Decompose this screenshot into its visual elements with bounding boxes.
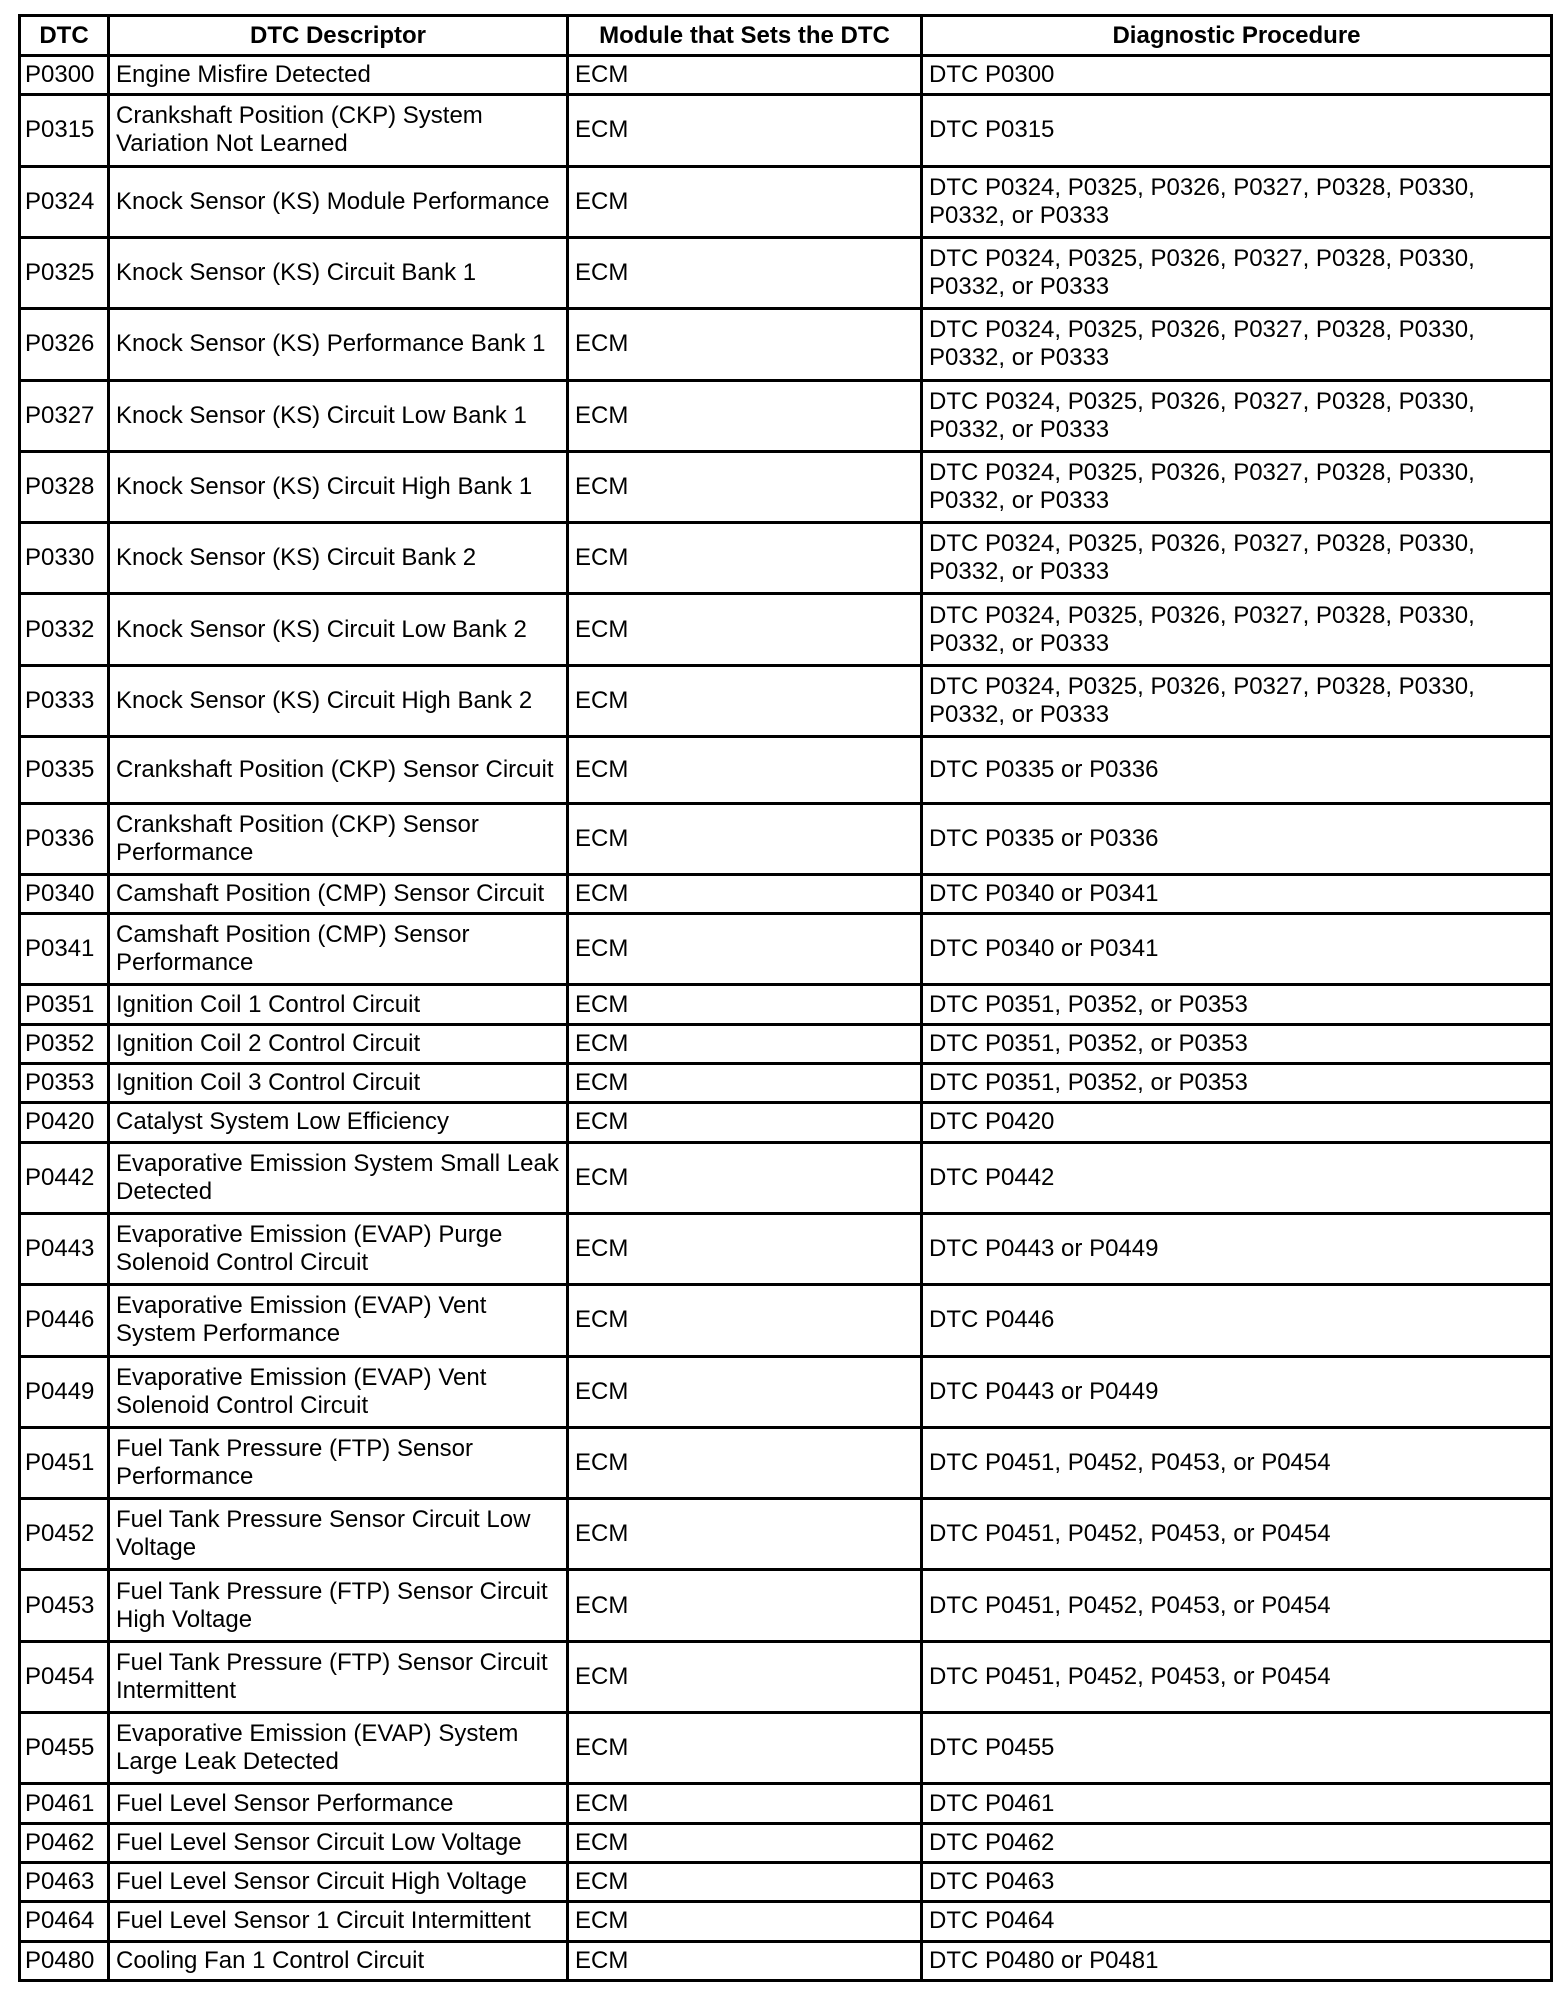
cell-dtc: P0455 xyxy=(20,1713,109,1784)
cell-descriptor: Catalyst System Low Efficiency xyxy=(109,1103,568,1142)
cell-module: ECM xyxy=(568,1902,922,1941)
cell-module: ECM xyxy=(568,1499,922,1570)
cell-dtc: P0351 xyxy=(20,985,109,1024)
cell-descriptor: Fuel Level Sensor Performance xyxy=(109,1784,568,1823)
cell-procedure: DTC P0463 xyxy=(922,1862,1552,1901)
cell-procedure: DTC P0300 xyxy=(922,56,1552,95)
table-row xyxy=(20,1213,1552,1284)
cell-dtc: P0420 xyxy=(20,1103,109,1142)
cell-module: ECM xyxy=(568,1570,922,1641)
cell-procedure: DTC P0340 or P0341 xyxy=(922,914,1552,985)
table-body xyxy=(20,56,1552,1981)
table-row xyxy=(20,914,1552,985)
cell-module: ECM xyxy=(568,451,922,522)
cell-dtc: P0353 xyxy=(20,1064,109,1103)
header-descriptor: DTC Descriptor xyxy=(109,16,568,56)
table-row xyxy=(20,523,1552,594)
cell-dtc: P0443 xyxy=(20,1213,109,1284)
cell-procedure: DTC P0462 xyxy=(922,1823,1552,1862)
cell-module: ECM xyxy=(568,1713,922,1784)
cell-procedure: DTC P0315 xyxy=(922,95,1552,166)
table-row xyxy=(20,1823,1552,1862)
cell-descriptor: Crankshaft Position (CKP) System Variation Not Learned xyxy=(109,95,568,166)
cell-module: ECM xyxy=(568,1024,922,1063)
cell-descriptor: Knock Sensor (KS) Circuit Bank 2 xyxy=(109,523,568,594)
cell-descriptor: Evaporative Emission (EVAP) Vent Solenoid Control Circuit xyxy=(109,1356,568,1427)
cell-descriptor: Engine Misfire Detected xyxy=(109,56,568,95)
cell-module: ECM xyxy=(568,1142,922,1213)
cell-procedure: DTC P0340 or P0341 xyxy=(922,874,1552,913)
cell-procedure: DTC P0324, P0325, P0326, P0327, P0328, P0330, P0332, or P0333 xyxy=(922,166,1552,237)
cell-dtc: P0462 xyxy=(20,1823,109,1862)
cell-descriptor: Evaporative Emission (EVAP) Vent System Performance xyxy=(109,1285,568,1356)
table-row xyxy=(20,95,1552,166)
cell-module: ECM xyxy=(568,1213,922,1284)
cell-procedure: DTC P0324, P0325, P0326, P0327, P0328, P0330, P0332, or P0333 xyxy=(922,380,1552,451)
cell-module: ECM xyxy=(568,95,922,166)
table-row xyxy=(20,803,1552,874)
cell-descriptor: Fuel Level Sensor Circuit High Voltage xyxy=(109,1862,568,1901)
cell-procedure: DTC P0451, P0452, P0453, or P0454 xyxy=(922,1570,1552,1641)
cell-procedure: DTC P0324, P0325, P0326, P0327, P0328, P0330, P0332, or P0333 xyxy=(922,594,1552,665)
cell-module: ECM xyxy=(568,1941,922,1980)
cell-descriptor: Evaporative Emission System Small Leak Detected xyxy=(109,1142,568,1213)
cell-module: ECM xyxy=(568,1784,922,1823)
table-row xyxy=(20,1427,1552,1498)
table-header xyxy=(20,16,1552,56)
cell-descriptor: Knock Sensor (KS) Circuit High Bank 1 xyxy=(109,451,568,522)
cell-dtc: P0464 xyxy=(20,1902,109,1941)
cell-descriptor: Crankshaft Position (CKP) Sensor Circuit xyxy=(109,737,568,803)
cell-descriptor: Knock Sensor (KS) Circuit Low Bank 2 xyxy=(109,594,568,665)
cell-descriptor: Fuel Tank Pressure (FTP) Sensor Circuit High Voltage xyxy=(109,1570,568,1641)
cell-procedure: DTC P0451, P0452, P0453, or P0454 xyxy=(922,1641,1552,1712)
cell-descriptor: Fuel Tank Pressure (FTP) Sensor Circuit Intermittent xyxy=(109,1641,568,1712)
cell-descriptor: Fuel Level Sensor 1 Circuit Intermittent xyxy=(109,1902,568,1941)
table-row xyxy=(20,1902,1552,1941)
cell-descriptor: Evaporative Emission (EVAP) Purge Solenoid Control Circuit xyxy=(109,1213,568,1284)
cell-procedure: DTC P0335 or P0336 xyxy=(922,737,1552,803)
cell-dtc: P0315 xyxy=(20,95,109,166)
cell-module: ECM xyxy=(568,737,922,803)
cell-module: ECM xyxy=(568,1823,922,1862)
cell-dtc: P0336 xyxy=(20,803,109,874)
header-row xyxy=(20,16,1552,56)
header-module: Module that Sets the DTC xyxy=(568,16,922,56)
cell-module: ECM xyxy=(568,1103,922,1142)
cell-dtc: P0332 xyxy=(20,594,109,665)
cell-module: ECM xyxy=(568,1285,922,1356)
cell-procedure: DTC P0351, P0352, or P0353 xyxy=(922,985,1552,1024)
cell-descriptor: Knock Sensor (KS) Module Performance xyxy=(109,166,568,237)
cell-dtc: P0449 xyxy=(20,1356,109,1427)
cell-module: ECM xyxy=(568,874,922,913)
cell-procedure: DTC P0324, P0325, P0326, P0327, P0328, P0330, P0332, or P0333 xyxy=(922,665,1552,736)
cell-procedure: DTC P0443 or P0449 xyxy=(922,1213,1552,1284)
table-row xyxy=(20,665,1552,736)
table-row xyxy=(20,1499,1552,1570)
cell-descriptor: Evaporative Emission (EVAP) System Large Leak Detected xyxy=(109,1713,568,1784)
table-row xyxy=(20,1641,1552,1712)
cell-procedure: DTC P0324, P0325, P0326, P0327, P0328, P0330, P0332, or P0333 xyxy=(922,523,1552,594)
table-row xyxy=(20,166,1552,237)
cell-descriptor: Fuel Tank Pressure (FTP) Sensor Performance xyxy=(109,1427,568,1498)
cell-module: ECM xyxy=(568,1427,922,1498)
cell-procedure: DTC P0451, P0452, P0453, or P0454 xyxy=(922,1499,1552,1570)
table-row xyxy=(20,1570,1552,1641)
cell-dtc: P0330 xyxy=(20,523,109,594)
table-row xyxy=(20,1285,1552,1356)
cell-dtc: P0446 xyxy=(20,1285,109,1356)
cell-dtc: P0325 xyxy=(20,237,109,308)
header-dtc: DTC xyxy=(20,16,109,56)
table-row xyxy=(20,1356,1552,1427)
cell-module: ECM xyxy=(568,380,922,451)
cell-dtc: P0340 xyxy=(20,874,109,913)
cell-module: ECM xyxy=(568,56,922,95)
cell-procedure: DTC P0324, P0325, P0326, P0327, P0328, P0330, P0332, or P0333 xyxy=(922,451,1552,522)
cell-descriptor: Camshaft Position (CMP) Sensor Performance xyxy=(109,914,568,985)
cell-dtc: P0341 xyxy=(20,914,109,985)
cell-dtc: P0454 xyxy=(20,1641,109,1712)
cell-descriptor: Fuel Level Sensor Circuit Low Voltage xyxy=(109,1823,568,1862)
table-row xyxy=(20,1064,1552,1103)
dtc-table xyxy=(18,14,1553,1982)
cell-descriptor: Knock Sensor (KS) Circuit High Bank 2 xyxy=(109,665,568,736)
table-row xyxy=(20,309,1552,380)
cell-dtc: P0328 xyxy=(20,451,109,522)
cell-descriptor: Ignition Coil 3 Control Circuit xyxy=(109,1064,568,1103)
cell-descriptor: Camshaft Position (CMP) Sensor Circuit xyxy=(109,874,568,913)
table-row xyxy=(20,1941,1552,1980)
table-row xyxy=(20,237,1552,308)
cell-module: ECM xyxy=(568,1064,922,1103)
cell-module: ECM xyxy=(568,803,922,874)
cell-procedure: DTC P0351, P0352, or P0353 xyxy=(922,1064,1552,1103)
cell-procedure: DTC P0442 xyxy=(922,1142,1552,1213)
cell-procedure: DTC P0324, P0325, P0326, P0327, P0328, P0330, P0332, or P0333 xyxy=(922,237,1552,308)
cell-procedure: DTC P0480 or P0481 xyxy=(922,1941,1552,1980)
header-procedure: Diagnostic Procedure xyxy=(922,16,1552,56)
table-row xyxy=(20,737,1552,803)
table-row xyxy=(20,594,1552,665)
cell-dtc: P0335 xyxy=(20,737,109,803)
table-row xyxy=(20,380,1552,451)
cell-dtc: P0461 xyxy=(20,1784,109,1823)
cell-module: ECM xyxy=(568,985,922,1024)
table-row xyxy=(20,1713,1552,1784)
cell-dtc: P0326 xyxy=(20,309,109,380)
table-row xyxy=(20,985,1552,1024)
cell-module: ECM xyxy=(568,237,922,308)
cell-module: ECM xyxy=(568,594,922,665)
cell-module: ECM xyxy=(568,1862,922,1901)
cell-dtc: P0324 xyxy=(20,166,109,237)
table-row xyxy=(20,1862,1552,1901)
cell-descriptor: Knock Sensor (KS) Performance Bank 1 xyxy=(109,309,568,380)
cell-descriptor: Ignition Coil 1 Control Circuit xyxy=(109,985,568,1024)
cell-module: ECM xyxy=(568,309,922,380)
cell-dtc: P0463 xyxy=(20,1862,109,1901)
cell-descriptor: Cooling Fan 1 Control Circuit xyxy=(109,1941,568,1980)
cell-procedure: DTC P0335 or P0336 xyxy=(922,803,1552,874)
cell-dtc: P0480 xyxy=(20,1941,109,1980)
cell-procedure: DTC P0455 xyxy=(922,1713,1552,1784)
cell-dtc: P0333 xyxy=(20,665,109,736)
table-row xyxy=(20,1142,1552,1213)
cell-procedure: DTC P0451, P0452, P0453, or P0454 xyxy=(922,1427,1552,1498)
cell-descriptor: Ignition Coil 2 Control Circuit xyxy=(109,1024,568,1063)
table-row xyxy=(20,1103,1552,1142)
cell-procedure: DTC P0324, P0325, P0326, P0327, P0328, P0330, P0332, or P0333 xyxy=(922,309,1552,380)
cell-descriptor: Knock Sensor (KS) Circuit Bank 1 xyxy=(109,237,568,308)
cell-module: ECM xyxy=(568,1641,922,1712)
table-row xyxy=(20,1784,1552,1823)
cell-dtc: P0451 xyxy=(20,1427,109,1498)
cell-procedure: DTC P0464 xyxy=(922,1902,1552,1941)
table-row xyxy=(20,451,1552,522)
table-row xyxy=(20,874,1552,913)
cell-procedure: DTC P0420 xyxy=(922,1103,1552,1142)
table-row xyxy=(20,56,1552,95)
cell-module: ECM xyxy=(568,166,922,237)
cell-procedure: DTC P0443 or P0449 xyxy=(922,1356,1552,1427)
cell-dtc: P0452 xyxy=(20,1499,109,1570)
cell-dtc: P0352 xyxy=(20,1024,109,1063)
cell-module: ECM xyxy=(568,665,922,736)
cell-module: ECM xyxy=(568,914,922,985)
cell-procedure: DTC P0351, P0352, or P0353 xyxy=(922,1024,1552,1063)
cell-dtc: P0453 xyxy=(20,1570,109,1641)
cell-module: ECM xyxy=(568,523,922,594)
cell-dtc: P0327 xyxy=(20,380,109,451)
cell-descriptor: Knock Sensor (KS) Circuit Low Bank 1 xyxy=(109,380,568,451)
cell-dtc: P0442 xyxy=(20,1142,109,1213)
cell-dtc: P0300 xyxy=(20,56,109,95)
cell-procedure: DTC P0461 xyxy=(922,1784,1552,1823)
cell-descriptor: Fuel Tank Pressure Sensor Circuit Low Voltage xyxy=(109,1499,568,1570)
cell-procedure: DTC P0446 xyxy=(922,1285,1552,1356)
table-row xyxy=(20,1024,1552,1063)
cell-descriptor: Crankshaft Position (CKP) Sensor Performance xyxy=(109,803,568,874)
cell-module: ECM xyxy=(568,1356,922,1427)
